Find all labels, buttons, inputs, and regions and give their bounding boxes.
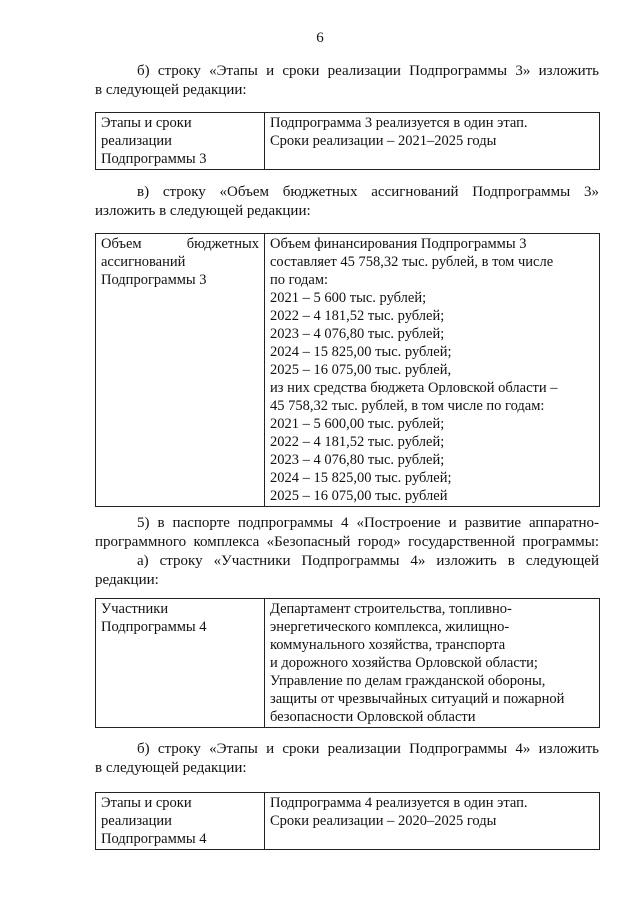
cell-line: 2024 – 15 825,00 тыс. рублей; — [270, 344, 452, 360]
cell-line: энергетического комплекса, жилищно- — [270, 619, 510, 635]
cell-line: Подпрограммы 3 — [101, 151, 207, 167]
cell-line: Подпрограмма 3 реализуется в один этап. — [270, 115, 528, 131]
cell-line: защиты от чрезвычайных ситуаций и пожарной — [270, 691, 565, 707]
cell-line: реализации — [101, 133, 172, 149]
text-line: изложить в следующей редакции: — [95, 203, 311, 219]
cell-line: Подпрограммы 4 — [101, 831, 207, 847]
paragraph-5-subprogram-4 — [95, 514, 599, 590]
cell-line: Подпрограммы 3 — [101, 272, 207, 288]
page-number: 6 — [316, 30, 324, 46]
cell-line: 45 758,32 тыс. рублей, в том числе по годам: — [270, 398, 545, 414]
cell-line: безопасности Орловской области — [270, 709, 476, 725]
text-line: программного комплекса «Безопасный город» государственной программы: — [95, 534, 599, 550]
cell-line: Подпрограмма 4 реализуется в один этап. — [270, 795, 528, 811]
cell-line: Этапы и сроки — [101, 795, 192, 811]
text-line: в) строку «Объем бюджетных ассигнований Подпрограммы 3» — [137, 184, 599, 200]
cell-line: Сроки реализации – 2020–2025 годы — [270, 813, 497, 829]
text-line: редакции: — [95, 572, 159, 588]
cell-line: и дорожного хозяйства Орловской области; — [270, 655, 538, 671]
table-stages-subprogram-4 — [95, 792, 600, 850]
text-line: а) строку «Участники Подпрограммы 4» изложить в следующей — [137, 553, 599, 569]
text-line: б) строку «Этапы и сроки реализации Подпрограммы 3» изложить — [137, 63, 599, 79]
cell-line: 2025 – 16 075,00 тыс. рублей — [270, 488, 448, 504]
table-value-cell — [265, 599, 600, 728]
paragraph-b-subprogram-4 — [95, 740, 599, 778]
cell-line: Сроки реализации – 2021–2025 годы — [270, 133, 497, 149]
paragraph-v-budget-subprogram-3 — [95, 183, 599, 221]
table-label-cell — [96, 113, 265, 170]
text-line: в следующей редакции: — [95, 760, 247, 776]
cell-line: 2022 – 4 181,52 тыс. рублей; — [270, 308, 445, 324]
text-line: в следующей редакции: — [95, 82, 247, 98]
cell-line: Этапы и сроки — [101, 115, 192, 131]
cell-line: 2022 – 4 181,52 тыс. рублей; — [270, 434, 445, 450]
table-participants-subprogram-4 — [95, 598, 600, 728]
cell-line: 2024 – 15 825,00 тыс. рублей; — [270, 470, 452, 486]
cell-line: Подпрограммы 4 — [101, 619, 207, 635]
cell-line: Управление по делам гражданской обороны, — [270, 673, 546, 689]
cell-line: реализации — [101, 813, 172, 829]
table-value-cell — [265, 234, 600, 507]
table-value-cell — [265, 113, 600, 170]
cell-line: составляет 45 758,32 тыс. рублей, в том числе — [270, 254, 554, 270]
cell-line: 2021 – 5 600,00 тыс. рублей; — [270, 416, 445, 432]
cell-line: коммунального хозяйства, транспорта — [270, 637, 506, 653]
cell-line: из них средства бюджета Орловской области – — [270, 380, 558, 396]
cell-line: по годам: — [270, 272, 329, 288]
table-label-cell — [96, 234, 265, 507]
cell-line: Объем бюджетных — [101, 236, 259, 252]
text-line: 5) в паспорте подпрограммы 4 «Построение и развитие аппаратно- — [137, 515, 599, 531]
table-budget-subprogram-3 — [95, 233, 600, 507]
text-line: б) строку «Этапы и сроки реализации Подпрограммы 4» изложить — [137, 741, 599, 757]
cell-line: ассигнований — [101, 254, 186, 270]
cell-line: 2023 – 4 076,80 тыс. рублей; — [270, 326, 445, 342]
table-label-cell — [96, 793, 265, 850]
cell-line: Объем финансирования Подпрограммы 3 — [270, 236, 527, 252]
table-value-cell — [265, 793, 600, 850]
cell-line: 2021 – 5 600 тыс. рублей; — [270, 290, 427, 306]
cell-line: Департамент строительства, топливно- — [270, 601, 512, 617]
cell-line: 2023 – 4 076,80 тыс. рублей; — [270, 452, 445, 468]
cell-line: 2025 – 16 075,00 тыс. рублей, — [270, 362, 452, 378]
table-label-cell — [96, 599, 265, 728]
cell-line: Участники — [101, 601, 169, 617]
table-stages-subprogram-3 — [95, 112, 600, 170]
paragraph-b-subprogram-3 — [95, 62, 599, 100]
